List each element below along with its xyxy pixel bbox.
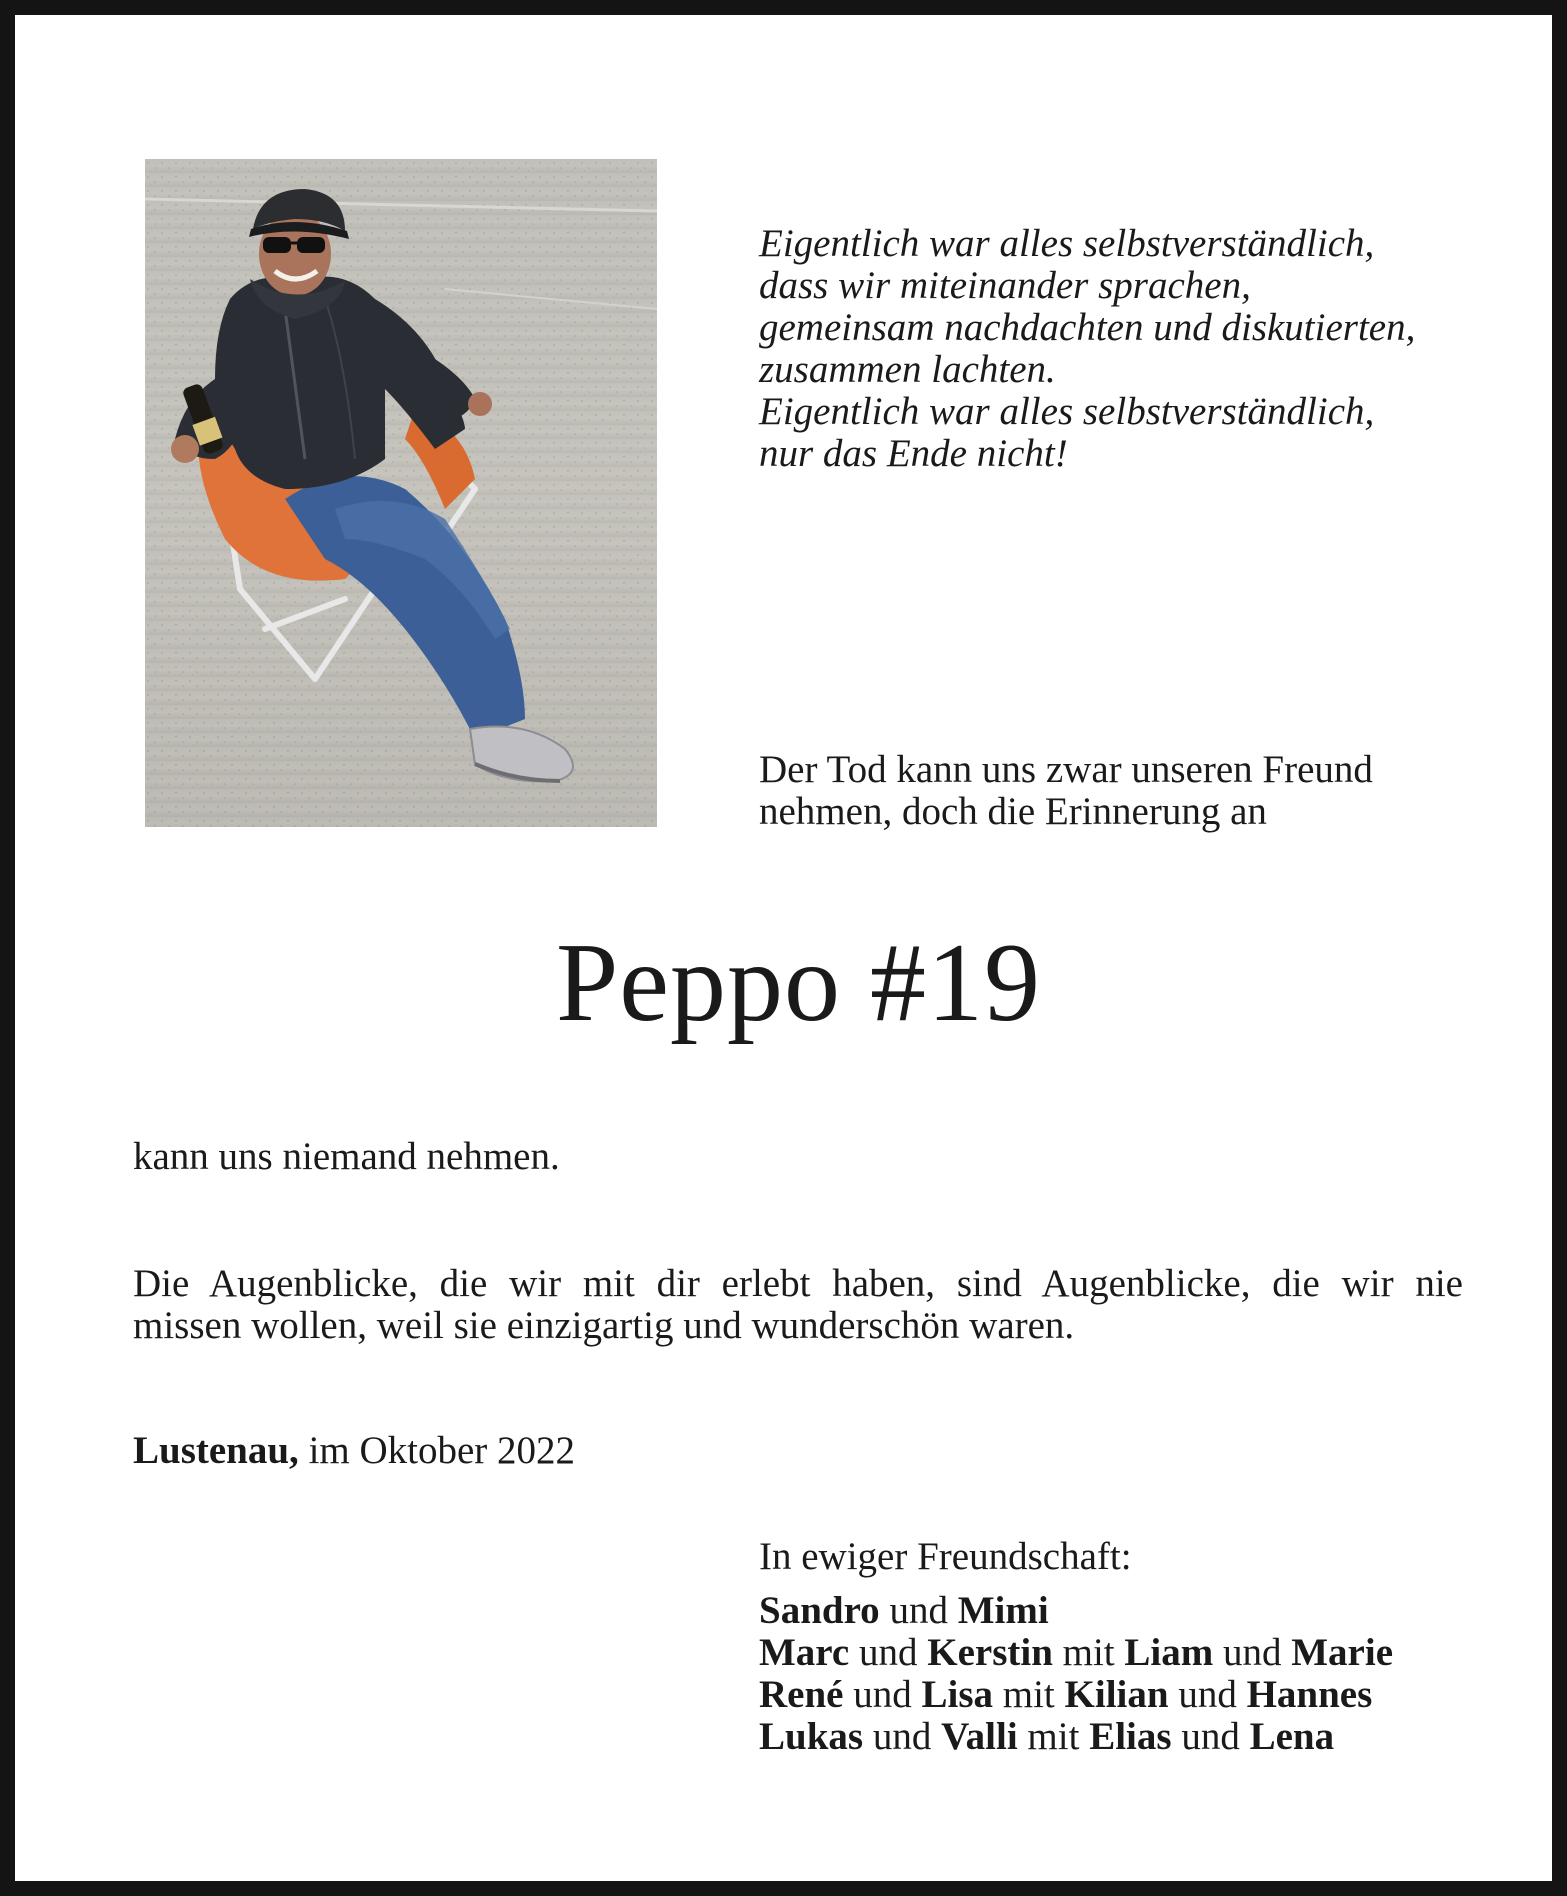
memories-line: missen wollen, weil sie einzigartig und wunderschön waren. [133, 1304, 1075, 1347]
signatory-name: René [759, 1673, 844, 1716]
place-city: Lustenau, [133, 1429, 299, 1472]
signatory-row [759, 1632, 1499, 1674]
poem-line: zusammen lachten. [759, 348, 1056, 391]
signatory-name: Kerstin [927, 1631, 1053, 1674]
intro-line: Der Tod kann uns zwar unseren Freund [759, 748, 1373, 791]
signatory-name: Marie [1291, 1631, 1394, 1674]
signatory-row [759, 1674, 1499, 1716]
signatory-joiner: mit [993, 1673, 1065, 1716]
signatory-name: Lisa [921, 1673, 994, 1716]
signatory-name: Liam [1124, 1631, 1214, 1674]
signatory-name: Mimi [957, 1589, 1049, 1632]
signatory-name: Marc [759, 1631, 850, 1674]
signatory-joiner: und [849, 1631, 928, 1674]
signatory-name: Valli [941, 1715, 1018, 1758]
signatory-joiner: und [879, 1589, 958, 1632]
signatory-joiner: und [1168, 1673, 1247, 1716]
intro-line: nehmen, doch die Erinnerung an [759, 790, 1267, 833]
signatory-joiner: und [1213, 1631, 1292, 1674]
poem-line: dass wir miteinander sprachen, [759, 264, 1251, 307]
poem-line: gemeinsam nachdachten und diskutierten, [759, 306, 1416, 349]
signatory-joiner: und [843, 1673, 922, 1716]
deceased-name: Peppo #19 [556, 921, 1041, 1045]
continuation-text: kann uns niemand nehmen. [133, 1135, 560, 1178]
poem-line: nur das Ende nicht! [759, 432, 1068, 475]
poem [759, 223, 1479, 475]
poem-line: Eigentlich war alles selbstverständlich, [759, 390, 1375, 433]
signatory-name: Lukas [759, 1715, 864, 1758]
signatory-joiner: und [863, 1715, 942, 1758]
signatory-name: Elias [1089, 1715, 1172, 1758]
intro-text [759, 749, 1489, 833]
portrait-photo [145, 159, 657, 827]
signatory-name: Lena [1249, 1715, 1335, 1758]
place-date [133, 1430, 575, 1472]
signatory-row [759, 1716, 1499, 1758]
poem-line: Eigentlich war alles selbstverständlich, [759, 222, 1375, 265]
signatories [759, 1536, 1499, 1758]
signatory-name: Hannes [1246, 1673, 1373, 1716]
signatory-row [759, 1590, 1499, 1632]
signatory-name: Sandro [759, 1589, 880, 1632]
signatory-joiner: mit [1052, 1631, 1125, 1674]
signatory-joiner: mit [1017, 1715, 1090, 1758]
signatory-joiner: und [1171, 1715, 1250, 1758]
signatories-intro: In ewiger Freundschaft: [759, 1535, 1132, 1578]
memories-line: Die Augenblicke, die wir mit dir erlebt haben, sind Augenblicke, die wir nie [133, 1262, 1463, 1305]
signatory-name: Kilian [1064, 1673, 1169, 1716]
place-date-text: im Oktober 2022 [298, 1429, 576, 1472]
memories-paragraph [133, 1263, 1463, 1347]
